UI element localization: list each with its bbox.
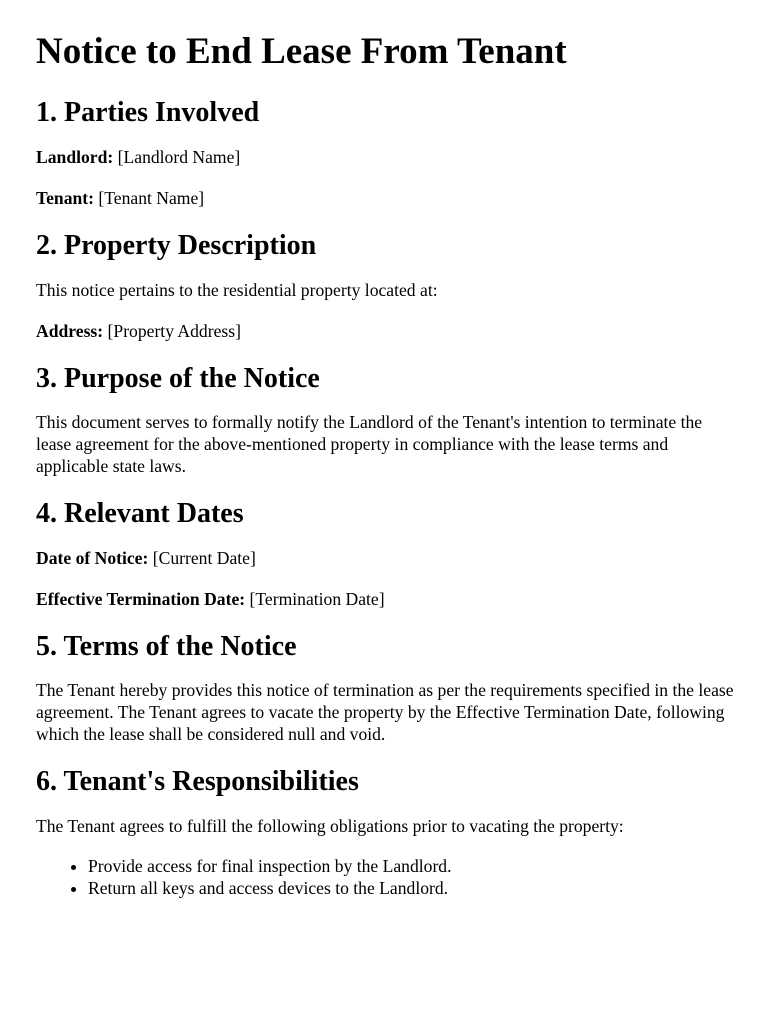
field-value-landlord: [Landlord Name] xyxy=(117,146,241,167)
section-heading-responsibilities: 6. Tenant's Responsibilities xyxy=(36,766,359,798)
section-purpose xyxy=(36,362,734,478)
field-landlord xyxy=(36,146,734,168)
section-heading-property: 2. Property Description xyxy=(36,229,317,261)
section-dates xyxy=(36,497,734,610)
terms-body: The Tenant hereby provides this notice of termination as per the requirements specified in the lease agreement. The Tenant agrees to vacate the property by the Effective Termination Date, following which the lease shall be considered null and void. xyxy=(36,680,734,745)
field-label-date-of-notice: Date of Notice: xyxy=(36,547,149,568)
field-value-termination-date: [Termination Date] xyxy=(249,588,385,609)
field-label-address: Address: xyxy=(36,320,104,341)
field-label-tenant: Tenant: xyxy=(36,187,95,208)
responsibilities-list xyxy=(36,855,734,899)
section-heading-terms: 5. Terms of the Notice xyxy=(36,630,297,662)
section-terms xyxy=(36,630,734,746)
document-title: Notice to End Lease From Tenant xyxy=(36,31,567,72)
field-value-address: [Property Address] xyxy=(107,320,241,341)
field-label-landlord: Landlord: xyxy=(36,146,114,167)
responsibilities-intro: The Tenant agrees to fulfill the following obligations prior to vacating the property: xyxy=(36,815,624,836)
property-intro: This notice pertains to the residential property located at: xyxy=(36,279,438,300)
field-value-tenant: [Tenant Name] xyxy=(98,187,205,208)
section-heading-purpose: 3. Purpose of the Notice xyxy=(36,362,320,394)
purpose-body: This document serves to formally notify the Landlord of the Tenant's intention to terminate the lease agreement for the above-mentioned property in compliance with the lease terms and applicable state laws. xyxy=(36,412,703,477)
section-parties xyxy=(36,96,734,209)
section-heading-dates: 4. Relevant Dates xyxy=(36,498,244,530)
section-property xyxy=(36,229,734,342)
field-address xyxy=(36,320,734,342)
field-termination-date xyxy=(36,588,734,610)
section-responsibilities xyxy=(36,765,734,899)
list-item: • Return all keys and access devices to the Landlord. xyxy=(88,877,734,899)
list-item: • Provide access for final inspection by the Landlord. xyxy=(88,855,734,877)
field-tenant xyxy=(36,187,734,209)
field-label-termination-date: Effective Termination Date: xyxy=(36,588,246,609)
field-value-date-of-notice: [Current Date] xyxy=(152,547,256,568)
field-date-of-notice xyxy=(36,547,734,569)
section-heading-parties: 1. Parties Involved xyxy=(36,97,260,129)
